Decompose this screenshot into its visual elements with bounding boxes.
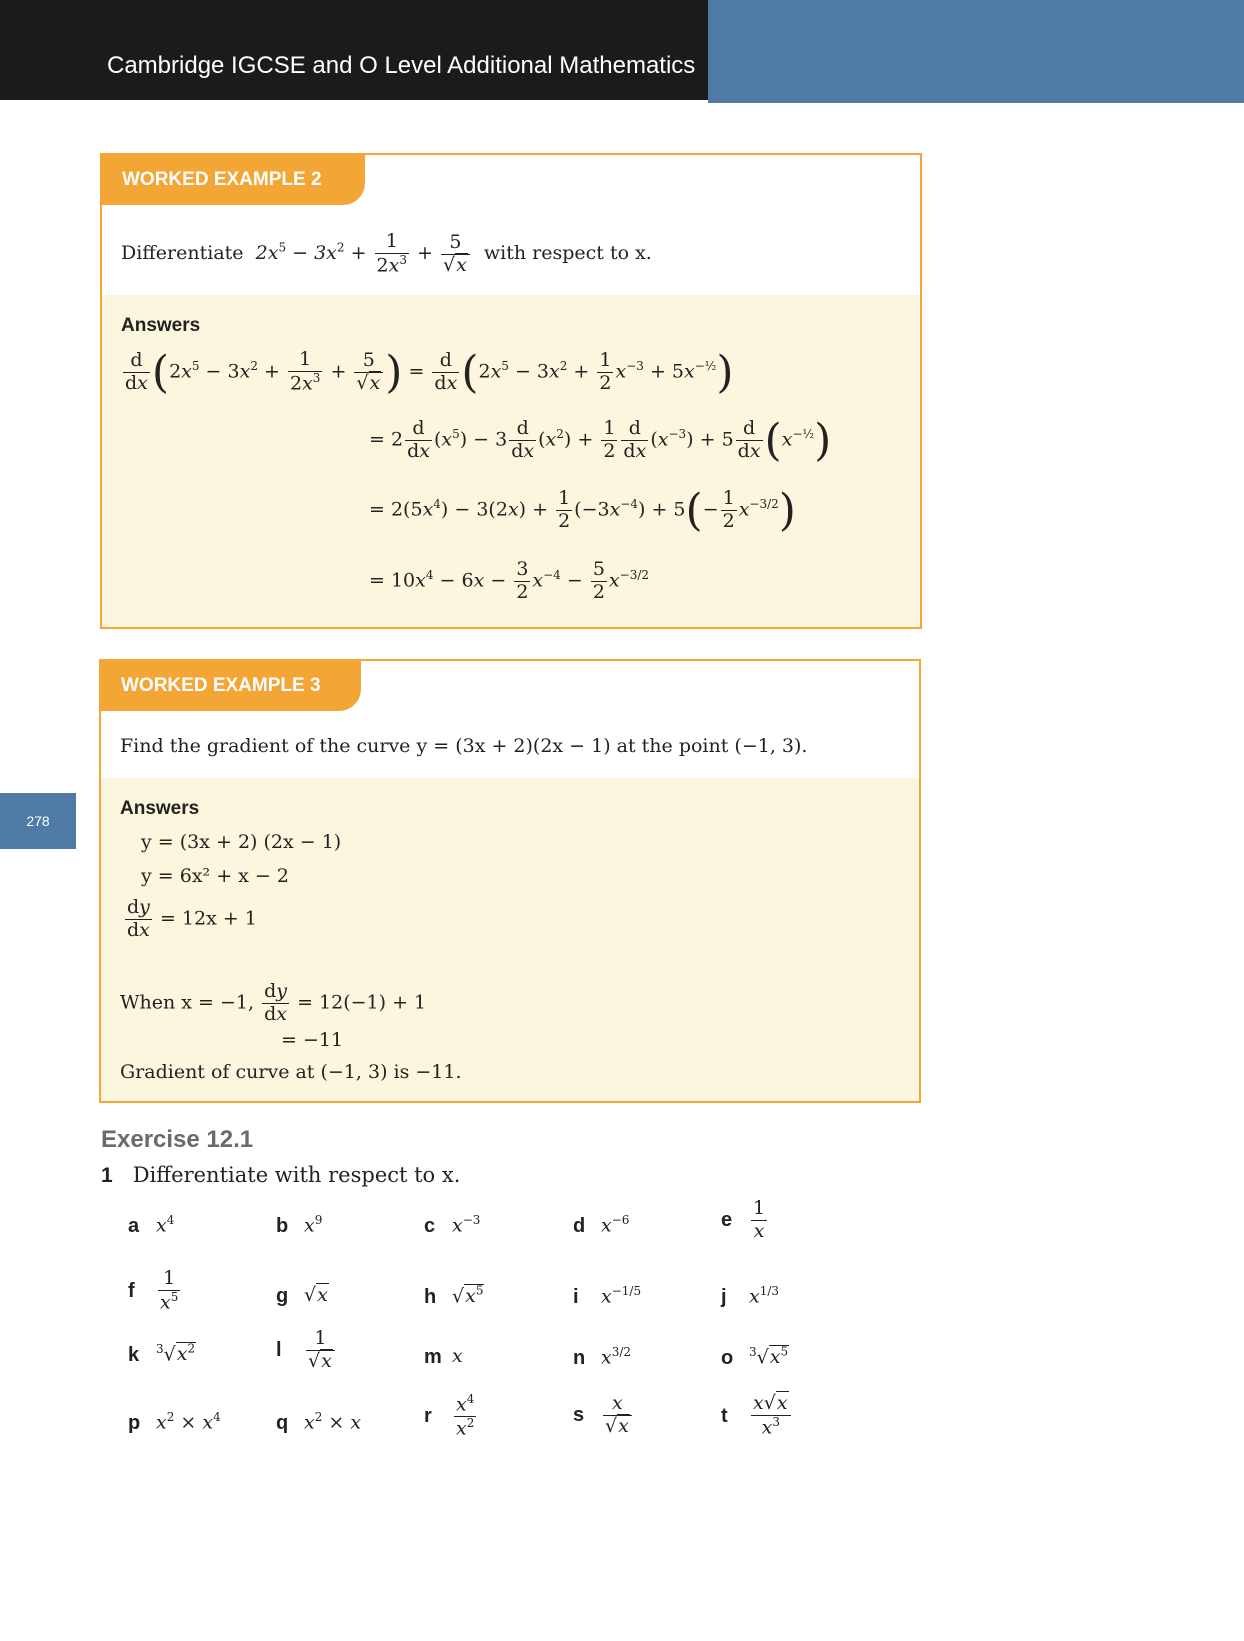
exercise-item-j: j $x^{1/3}$ bbox=[721, 1284, 780, 1308]
example3-conclusion: Gradient of curve at (−1, 3) is −11. bbox=[120, 1061, 462, 1083]
header-bar bbox=[0, 0, 708, 100]
exercise-item-a: a $x^4$ bbox=[128, 1213, 175, 1237]
exercise-item-l: l $\frac{1}{√x}$ bbox=[276, 1328, 337, 1373]
example3-result: = −11 bbox=[281, 1029, 344, 1051]
example3-line3: $\frac{dy}{dx}$ = 12x + 1 bbox=[127, 896, 257, 941]
example3-line2: y = 6x² + x − 2 bbox=[141, 865, 289, 887]
exercise-item-e: e $\frac{1}{x}$ bbox=[721, 1197, 766, 1242]
exercise-item-h: h $√x^5$ bbox=[424, 1284, 484, 1308]
exercise-title: Exercise 12.1 bbox=[101, 1126, 254, 1153]
example3-question: Find the gradient of the curve y = (3x + 2)(2x − 1) at the point (−1, 3). bbox=[120, 735, 808, 757]
exercise-item-s: s $\frac{x}{√x}$ bbox=[573, 1393, 634, 1438]
exercise-item-q: q $x^2 \times x$ bbox=[276, 1410, 362, 1434]
exercise-item-m: m x bbox=[424, 1345, 463, 1368]
exercise-item-t: t $\frac{x√x}{x^3}$ bbox=[721, 1393, 793, 1439]
worked-example-3 bbox=[99, 659, 921, 1103]
example2-step3: = $2(5x^4) - 3(2x)$ + $\frac{1}{2}$ $(-3x^{-4}) + 5(-$ $\frac{1}{2}$ $x^{-3/2}$) bbox=[369, 485, 796, 536]
exercise-item-n: n $x^{3/2}$ bbox=[573, 1345, 632, 1369]
example2-step4: = $10x^4 - 6x$ − $\frac{3}{2}$ $x^{-4}$ − $\frac{5}{2}$ $x^{-3/2}$ bbox=[369, 558, 650, 603]
exercise-item-b: b $x^9$ bbox=[276, 1213, 323, 1237]
exercise-item-d: d $x^{-6}$ bbox=[573, 1213, 630, 1237]
example3-answers-label: Answers bbox=[120, 798, 200, 819]
exercise-item-i: i $x^{-1/5}$ bbox=[573, 1284, 642, 1308]
page-number: 278 bbox=[0, 793, 76, 849]
exercise-item-o: o $^3√x^5$ bbox=[721, 1345, 789, 1369]
exercise-item-f: f $\frac{1}{x^5}$ bbox=[128, 1267, 179, 1314]
example2-question: Differentiate $2x^5 - 3x^2$ + $\frac{1}{2x^3}$ + $\frac{5}{√x}$ with respect to x. bbox=[121, 230, 652, 277]
exercise-item-k: k $^3√x^2$ bbox=[128, 1342, 196, 1366]
exercise-item-p: p $x^2 \times x^4$ bbox=[128, 1410, 221, 1434]
exercise-item-r: r $\frac{x^4}{x^2}$ bbox=[424, 1392, 475, 1440]
example3-when: When x = −1, $\frac{dy}{dx}$ = 12(−1) + 1 bbox=[120, 980, 427, 1025]
example2-answers-label: Answers bbox=[121, 315, 201, 336]
worked-example-2-tab: WORKED EXAMPLE 2 bbox=[102, 155, 365, 205]
worked-example-3-tab: WORKED EXAMPLE 3 bbox=[101, 661, 361, 711]
book-title: Cambridge IGCSE and O Level Additional Mathematics bbox=[107, 52, 696, 79]
worked-example-2 bbox=[100, 153, 922, 629]
header-accent bbox=[708, 0, 1244, 103]
exercise-item-g: g √x bbox=[276, 1284, 328, 1307]
example2-step1: $\frac{d}{dx}$ ($2x^5 - 3x^2$ + $\frac{1}{2x^3}$ + $\frac{5}{√x}$ ) = $\frac{d}{dx}$ ($2x^5 - 3x^2$ + $\frac{1}{2}$ $x^{-3} + 5x^{-\frac{1}{2}}$) bbox=[125, 347, 734, 398]
exercise-question: 1 Differentiate with respect to x. bbox=[101, 1163, 461, 1187]
example3-line1: y = (3x + 2) (2x − 1) bbox=[141, 831, 342, 853]
exercise-item-c: c $x^{-3}$ bbox=[424, 1213, 481, 1237]
example2-step2: = 2 $\frac{d}{dx}$ $(x^5) - 3$ $\frac{d}{dx}$ $(x^2)$ + $\frac{1}{2}$ $\frac{d}{dx}$ $(x^{-3}) + 5$ $\frac{d}{dx}$ $(x^{-\frac{1}{2}})$ bbox=[369, 415, 832, 466]
